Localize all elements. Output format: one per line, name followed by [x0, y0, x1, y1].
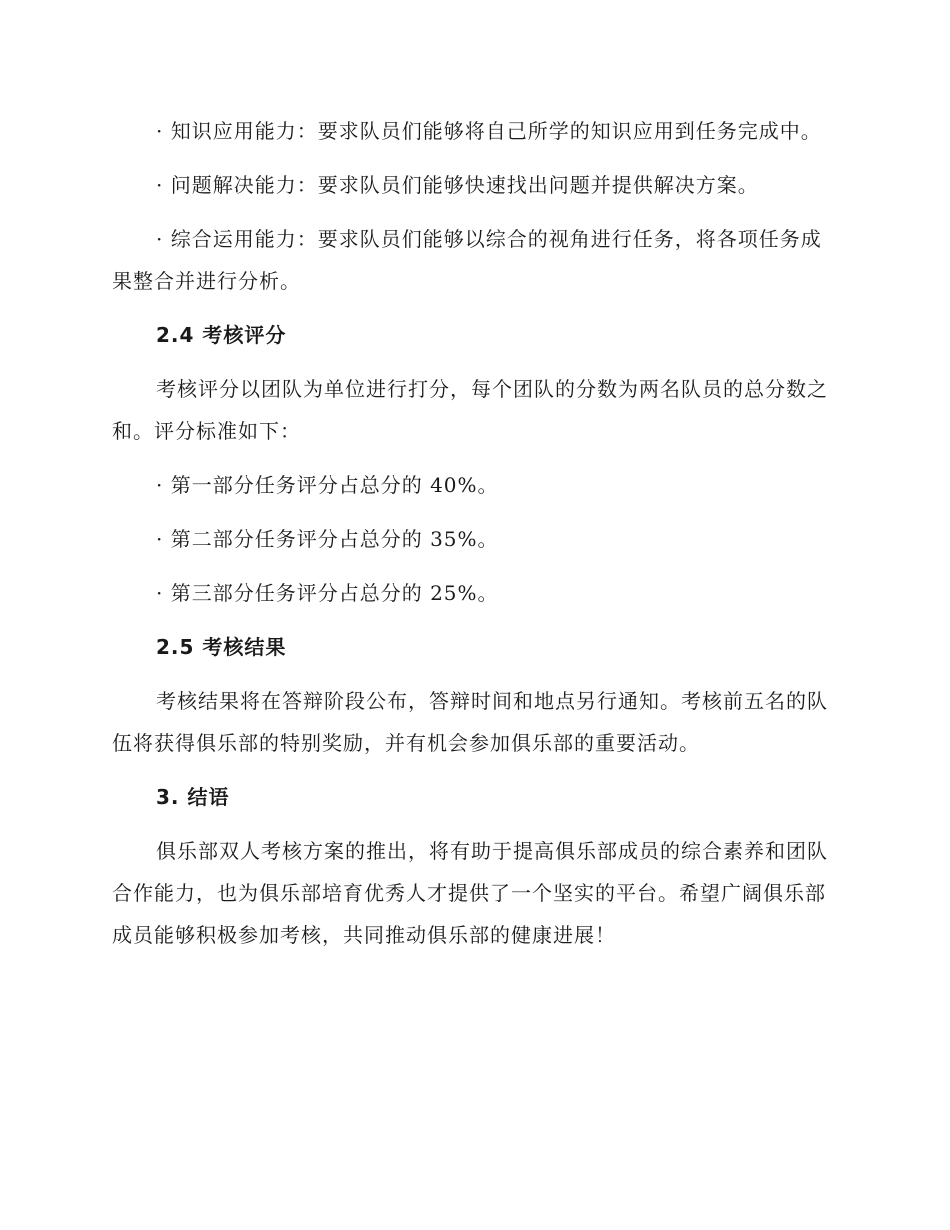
- score-bullet-part-3: · 第三部分任务评分占总分的 25%。: [156, 581, 499, 605]
- score-bullet-part-2: · 第二部分任务评分占总分的 35%。: [156, 527, 499, 551]
- section-2-4-paragraph: 考核评分以团队为单位进行打分，每个团队的分数为两名队员的总分数之和。评分标准如下：: [112, 377, 828, 443]
- section-heading-3: 3. 结语: [156, 785, 230, 809]
- bullet-problem-solving: · 问题解决能力：要求队员们能够快速找出问题并提供解决方案。: [156, 173, 759, 197]
- document-body: [112, 110, 832, 968]
- score-bullet-part-1: · 第一部分任务评分占总分的 40%。: [156, 473, 499, 497]
- bullet-knowledge-application: · 知识应用能力：要求队员们能够将自己所学的知识应用到任务完成中。: [156, 119, 822, 143]
- section-2-5-paragraph: 考核结果将在答辩阶段公布，答辩时间和地点另行通知。考核前五名的队伍将获得俱乐部的特别奖励，并有机会参加俱乐部的重要活动。: [112, 689, 828, 755]
- section-heading-2-4: 2.4 考核评分: [156, 323, 287, 347]
- bullet-comprehensive-use: · 综合运用能力：要求队员们能够以综合的视角进行任务，将各项任务成果整合并进行分析。: [112, 227, 822, 293]
- section-3-paragraph: 俱乐部双人考核方案的推出，将有助于提高俱乐部成员的综合素养和团队合作能力，也为俱乐部培育优秀人才提供了一个坚实的平台。希望广阔俱乐部成员能够积极参加考核，共同推动俱乐部的健康进展！: [112, 839, 828, 947]
- section-heading-2-5: 2.5 考核结果: [156, 635, 287, 659]
